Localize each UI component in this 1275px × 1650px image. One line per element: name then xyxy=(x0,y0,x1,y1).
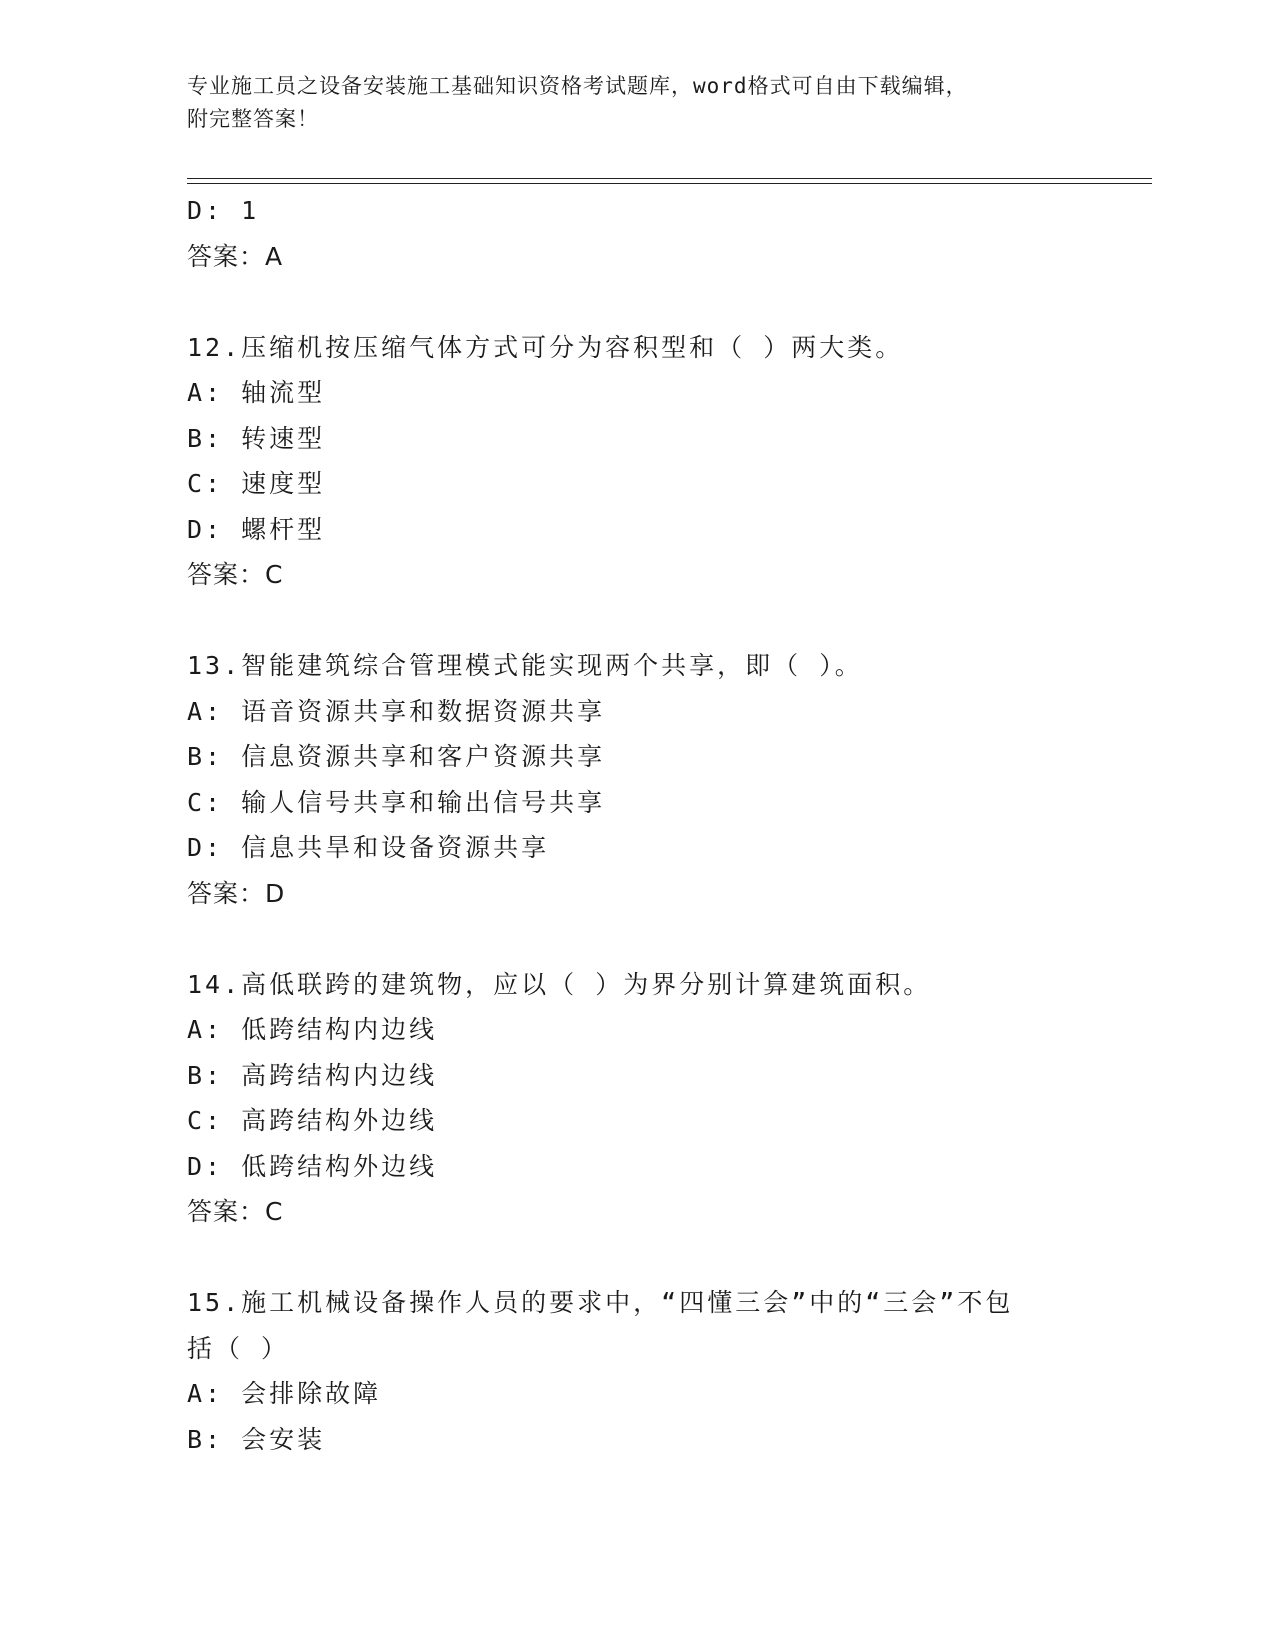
question-15 xyxy=(187,1280,1147,1462)
option-b: B: 会安装 xyxy=(187,1424,326,1454)
option-b: B: 高跨结构内边线 xyxy=(187,1060,438,1090)
spacer xyxy=(187,916,1147,962)
question-stem-line-2: 括（ ） xyxy=(187,1333,290,1363)
option-a: A: 轴流型 xyxy=(187,378,326,407)
header-line-2: 附完整答案！ xyxy=(187,107,319,131)
header-divider-top xyxy=(187,178,1152,179)
option-a: A: 会排除故障 xyxy=(187,1379,382,1408)
option-b: B: 转速型 xyxy=(187,423,326,453)
answer-line: 答案：C xyxy=(187,1197,284,1226)
option-a: A: 语音资源共享和数据资源共享 xyxy=(187,696,606,726)
spacer xyxy=(187,279,1147,325)
option-d: D: 1 xyxy=(187,196,260,225)
document-header xyxy=(187,70,1067,136)
answer-line: 答案：A xyxy=(187,241,284,271)
question-11-tail xyxy=(187,188,1147,279)
question-14 xyxy=(187,962,1147,1235)
option-a: A: 低跨结构内边线 xyxy=(187,1015,438,1044)
option-c: C: 高跨结构外边线 xyxy=(187,1106,438,1135)
option-d: D: 低跨结构外边线 xyxy=(187,1151,438,1181)
option-b: B: 信息资源共享和客户资源共享 xyxy=(187,742,606,771)
header-divider-bottom xyxy=(187,183,1152,184)
question-stem: 13.智能建筑综合管理模式能实现两个共享，即（ ）。 xyxy=(187,651,863,680)
question-12 xyxy=(187,325,1147,598)
question-13 xyxy=(187,643,1147,916)
answer-line: 答案：C xyxy=(187,560,284,589)
option-d: D: 螺杆型 xyxy=(187,514,326,544)
option-c: C: 输人信号共享和输出信号共享 xyxy=(187,787,606,817)
question-list xyxy=(187,188,1147,1462)
spacer xyxy=(187,598,1147,644)
option-c: C: 速度型 xyxy=(187,469,326,498)
header-line-1: 专业施工员之设备安装施工基础知识资格考试题库，word格式可自由下载编辑， xyxy=(187,74,968,98)
answer-line: 答案：D xyxy=(187,878,286,908)
spacer xyxy=(187,1235,1147,1281)
question-stem: 12.压缩机按压缩气体方式可分为容积型和（ ）两大类。 xyxy=(187,332,904,362)
question-stem: 14.高低联跨的建筑物，应以（ ）为界分别计算建筑面积。 xyxy=(187,969,932,999)
question-stem-line-1: 15.施工机械设备操作人员的要求中，“四懂三会”中的“三会”不包 xyxy=(187,1288,1014,1317)
option-d: D: 信息共旱和设备资源共享 xyxy=(187,833,550,862)
